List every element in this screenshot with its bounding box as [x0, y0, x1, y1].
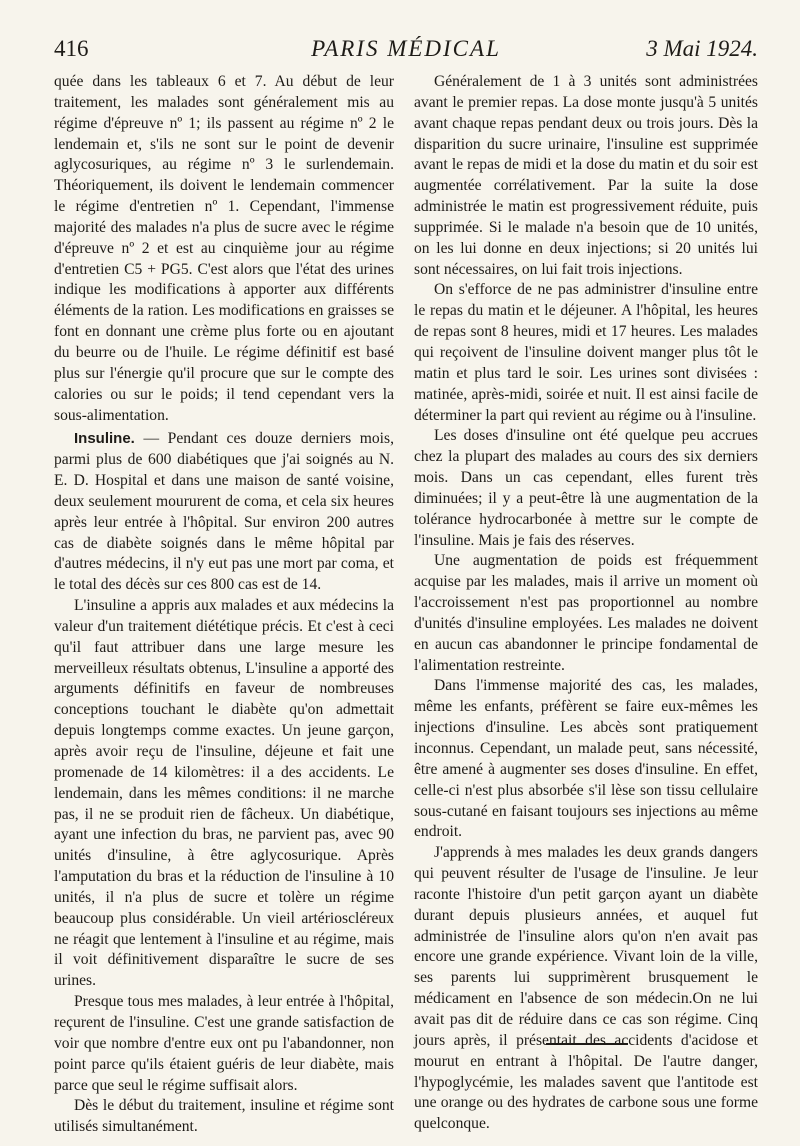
paragraph: Presque tous mes malades, à leur entrée à l'hôpital, reçurent de l'insuline. C'est une grande satisfaction de voir que nombre d'entre eux ont pu l'abandonner, non point parce qu'ils étaient guéris de leur diabète, mais parce que seul le régime suffisait alors. [54, 993, 394, 1094]
paragraph: Généralement de 1 à 3 unités sont administrées avant le premier repas. La dose monte jusqu'à 5 unités avant chaque repas pendant deux ou trois jours. Dès la disparition du sucre urinaire, l'insuline est supprimée avant le repas de midi et la dose du matin et du soir est augmentée corrélativement. Par la suite la dose administrée le matin est progressivement réduite, puis supprimée. Si le malade n'a besoin que de 10 unités, on les lui donne en deux injections; si 20 unités lui sont nécessaires, on lui fait trois injections. [414, 73, 758, 278]
running-title: PARIS MÉDICAL [311, 36, 501, 61]
paragraph: quée dans les tableaux 6 et 7. Au début de leur traitement, les malades sont généralement mis au régime d'épreuve nº 1; ils passent au régime nº 2 le lendemain et, s'ils ne sont sur le point de devenir aglycosuriques, au régime nº 3 le surlendemain. Théoriquement, ils doivent le lendemain commencer le régime d'entretien nº 1. Cependant, l'immense majorité des malades n'a plus de sucre avec le régime d'épreuve nº 2 et est au cinquième jour au régime d'entretien C5 + PG5. C'est alors que l'état des urines indique les modifications à apporter aux différents éléments de la ration. Les modifications en graisses se font en donnant une crème plus forte ou en ajoutant du beurre ou de l'huile. Le régime définitif est basé plus sur l'énergie qu'il procure que sur le compte des calories ou sur le poids; il tend cependant vers la sous-alimentation. [54, 73, 394, 424]
right-column [414, 72, 758, 1135]
paragraph: L'insuline a appris aux malades et aux médecins la valeur d'un traitement diététique précis. Et c'est à ceci qu'il faut attribuer dans une large mesure les merveilleux résultats obtenus, L'insuline a apporté des arguments définitifs en faveur de nombreuses conceptions touchant le diabète qu'on admettait depuis longtemps comme exactes. Un jeune garçon, après avoir reçu de l'insuline, déjeune et fait une promenade de 14 kilomètres: il a des accidents. Le lendemain, dans les mêmes conditions: il ne marche pas, il ne se produit rien de fâcheux. Un diabétique, ayant une infection du bras, ne parvient pas, avec 90 unités d'insuline, à être aglycosurique. Après l'amputation du bras et la réduction de l'insuline à 10 unités, il n'a plus de sucre et tolère un régime beaucoup plus considérable. Un vieil artérioscléreux ne réagit que lentement à l'insuline et au régime, mais il voit définitivement disparaître le sucre de ses urines. [54, 597, 394, 990]
paragraph: Dans l'immense majorité des cas, les malades, même les enfants, préfèrent se faire eux-mêmes les injections d'insuline. Les abcès sont pratiquement inconnus. Cependant, un malade peut, sans nécessité, être amené à augmenter ses doses d'insuline. En effet, celle-ci n'est plus absorbée s'il lèse son tissu cellulaire sous-cutané en faisant toujours ses injections au même endroit. [414, 677, 758, 841]
paragraph-text: — Pendant ces douze derniers mois, parmi plus de 600 diabétiques que j'ai soignés au N. E. D. Hospital et dans une maison de santé voisine, deux seulement moururent de coma, et cela six heures après leur entrée à l'hôpital. Sur environ 200 autres cas de diabète soignés dans le même hôpital par d'autres médecins, il n'y eut pas une mort par coma, et le total des décès sur ces 800 cas est de 14. [54, 430, 394, 594]
paragraph: Dès le début du traitement, insuline et régime sont utilisés simultanément. [54, 1097, 394, 1136]
paragraph: On s'efforce de ne pas administrer d'insuline entre le repas du matin et le déjeuner. A l'hôpital, les heures de repas sont 8 heures, midi et 17 heures. Les malades qui reçoivent de l'insuline doivent manger plus tôt le matin et plus tard le soir. Les urines sont divisées : matinée, après-midi, soirée et nuit. Il est ainsi facile de déterminer la part qui revient au régime ou à l'insuline. [414, 281, 758, 424]
insuline-paragraph [54, 429, 394, 596]
section-heading-insuline: Insuline. [74, 430, 135, 448]
page-number: 416 [54, 36, 89, 61]
issue-date: 3 Mai 1924. [646, 36, 758, 61]
paragraph: Les doses d'insuline ont été quelque peu accrues chez la plupart des malades au cours des six derniers mois. Dans un cas cependant, elles furent très diminuées; il y a peut-être là une augmentation de la tolérance hydrocarbonée à mettre sur le compte de l'insuline. Mais je fais des réserves. [414, 427, 758, 549]
end-rule [546, 1043, 628, 1045]
paragraph: Une augmentation de poids est fréquemment acquise par les malades, mais il arrive un moment où l'accroissement n'est pas proportionnel au nombre d'unités d'insuline employées. Les malades ne doivent en aucun cas abandonner le principe fondamental de l'alimentation restreinte. [414, 552, 758, 674]
paragraph: J'apprends à mes malades les deux grands dangers qui peuvent résulter de l'usage de l'insuline. Je leur raconte l'histoire d'un petit garçon ayant un diabète durant depuis plusieurs années, et auquel fut administrée de l'insuline alors qu'on n'en avait pas encore une grande expérience. Vivant loin de la ville, ses parents lui supprimèrent brusquement le médicament en l'absence de son médecin.On ne lui avait pas dit de réduire dans ce cas son régime. Cinq jours après, il présentait des accidents d'acidose et mourut en entrant à l'hôpital. De l'autre danger, l'hypoglycémie, les malades savent que l'antitode est une orange ou des hydrates de carbone sous une forme quelconque. [414, 844, 758, 1133]
left-column [54, 72, 394, 1138]
page-header [54, 34, 758, 74]
